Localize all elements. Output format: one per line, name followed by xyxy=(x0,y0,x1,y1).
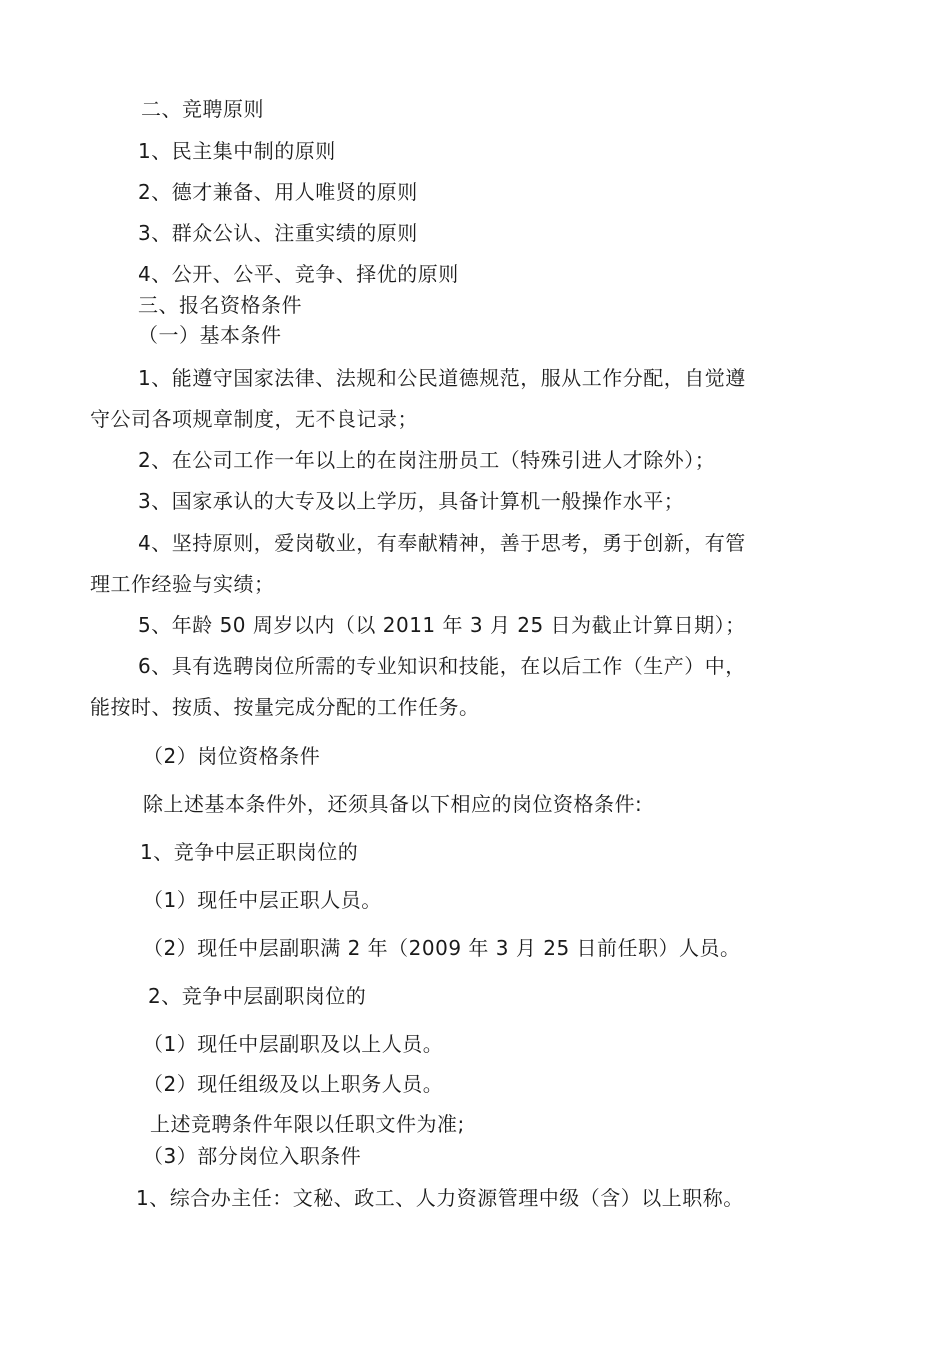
basic-condition-item: 6、具有选聘岗位所需的专业知识和技能，在以后工作（生产）中， xyxy=(138,654,746,678)
subheading-position-conditions: （2）岗位资格条件 xyxy=(143,744,321,768)
subheading-entry-conditions: （3）部分岗位入职条件 xyxy=(143,1144,362,1168)
principle-item: 2、德才兼备、用人唯贤的原则 xyxy=(138,180,418,204)
basic-condition-item-continued: 守公司各项规章制度，无不良记录； xyxy=(90,407,418,431)
position-category: 1、竞争中层正职岗位的 xyxy=(140,840,359,864)
position-requirement: （2）现任组级及以上职务人员。 xyxy=(143,1072,444,1096)
basic-condition-item: 3、国家承认的大专及以上学历，具备计算机一般操作水平； xyxy=(138,489,685,513)
basic-condition-item: 5、年龄 50 周岁以内（以 2011 年 3 月 25 日为截止计算日期）； xyxy=(138,613,746,637)
basic-condition-item-continued: 能按时、按质、按量完成分配的工作任务。 xyxy=(90,695,480,719)
basic-condition-item: 1、能遵守国家法律、法规和公民道德规范，服从工作分配，自觉遵 xyxy=(138,366,746,390)
entry-condition-item: 1、综合办主任：文秘、政工、人力资源管理中级（含）以上职称。 xyxy=(136,1186,744,1210)
principle-item: 1、民主集中制的原则 xyxy=(138,139,336,163)
basic-condition-item: 4、坚持原则，爱岗敬业，有奉献精神，善于思考，勇于创新，有管 xyxy=(138,531,746,555)
term-note: 上述竞聘条件年限以任职文件为准; xyxy=(150,1112,465,1136)
section-heading-principles: 二、竞聘原则 xyxy=(141,97,264,121)
principle-item: 4、公开、公平、竞争、择优的原则 xyxy=(138,262,459,286)
section-heading-qualifications: 三、报名资格条件 xyxy=(138,293,302,317)
subheading-basic-conditions: （一）基本条件 xyxy=(138,323,282,347)
position-category: 2、竞争中层副职岗位的 xyxy=(148,984,367,1008)
position-requirement: （1）现任中层副职及以上人员。 xyxy=(143,1032,444,1056)
basic-condition-item-continued: 理工作经验与实绩； xyxy=(90,572,275,596)
position-requirement: （2）现任中层副职满 2 年（2009 年 3 月 25 日前任职）人员。 xyxy=(143,936,741,960)
principle-item: 3、群众公认、注重实绩的原则 xyxy=(138,221,418,245)
position-conditions-intro: 除上述基本条件外，还须具备以下相应的岗位资格条件: xyxy=(143,792,643,816)
position-requirement: （1）现任中层正职人员。 xyxy=(143,888,382,912)
basic-condition-item: 2、在公司工作一年以上的在岗注册员工（特殊引进人才除外）； xyxy=(138,448,716,472)
